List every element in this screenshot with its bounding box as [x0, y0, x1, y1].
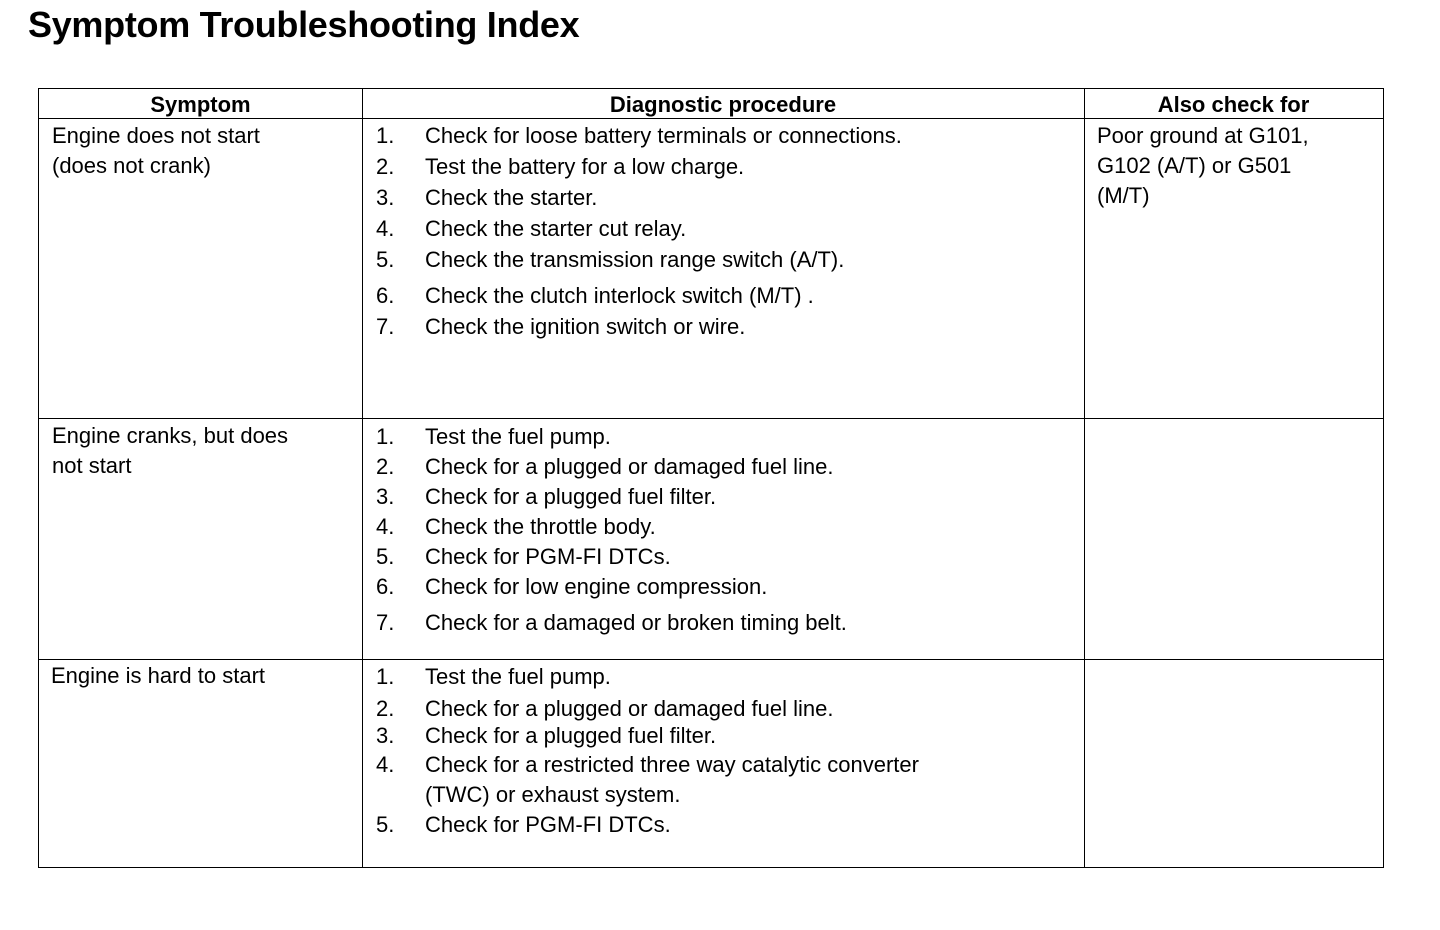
- step-number: 2.: [376, 454, 395, 479]
- step-number: 2.: [376, 696, 395, 721]
- procedure-step: [376, 120, 1076, 151]
- step-text: Check for a damaged or broken timing belt.: [425, 610, 847, 635]
- header-also-check-for: Also check for: [1157, 92, 1310, 117]
- step-number: 5.: [376, 247, 395, 272]
- procedure-step: [376, 311, 1076, 342]
- step-number: 6.: [376, 574, 395, 599]
- step-text: Check for a plugged fuel filter.: [425, 484, 717, 509]
- procedure-step: [376, 692, 1076, 719]
- header-symptom: Symptom: [150, 92, 251, 117]
- procedure-step: [376, 542, 1076, 572]
- symptom-cell: Engine cranks, but does not start: [52, 423, 289, 478]
- step-text: Check the ignition switch or wire.: [425, 314, 746, 339]
- procedure-step: [376, 275, 1076, 311]
- step-number: 1.: [376, 424, 395, 449]
- step-text: Check for a plugged or damaged fuel line.: [425, 454, 834, 479]
- step-number: 1.: [376, 123, 395, 148]
- procedure-step: [376, 452, 1076, 482]
- procedure-step: [376, 482, 1076, 512]
- page-title: Symptom Troubleshooting Index: [28, 4, 580, 45]
- step-text: Check for a restricted three way catalytic converter (TWC) or exhaust system.: [425, 752, 919, 807]
- step-text: Test the battery for a low charge.: [425, 154, 745, 179]
- procedure-step: [376, 422, 1076, 452]
- step-number: 7.: [376, 610, 395, 635]
- symptom-cell: Engine does not start (does not crank): [52, 123, 260, 178]
- header-diagnostic-procedure: Diagnostic procedure: [609, 92, 837, 117]
- procedure-step: [376, 750, 1076, 810]
- step-text: Check for loose battery terminals or connections.: [425, 123, 902, 148]
- procedure-list: [376, 120, 1076, 342]
- step-text: Check the transmission range switch (A/T).: [425, 247, 845, 272]
- step-number: 4.: [376, 514, 395, 539]
- step-text: Check the starter.: [425, 185, 598, 210]
- symptom-cell: Engine is hard to start: [51, 663, 266, 688]
- procedure-step: [376, 810, 1076, 840]
- step-number: 1.: [376, 664, 395, 689]
- procedure-step: [376, 182, 1076, 213]
- procedure-step: [376, 213, 1076, 244]
- step-number: 5.: [376, 544, 395, 569]
- procedure-list: [376, 422, 1076, 635]
- also-check-cell: Poor ground at G101, G102 (A/T) or G501 (M/T): [1097, 123, 1309, 208]
- step-text: Check the starter cut relay.: [425, 216, 687, 241]
- step-number: 3.: [376, 484, 395, 509]
- troubleshooting-table: [38, 88, 1384, 868]
- step-text: Check the clutch interlock switch (M/T) .: [425, 283, 814, 308]
- step-number: 7.: [376, 314, 395, 339]
- step-text: Check the throttle body.: [425, 514, 656, 539]
- procedure-step: [376, 512, 1076, 542]
- step-text: Check for low engine compression.: [425, 574, 768, 599]
- procedure-step: [376, 244, 1076, 275]
- step-number: 2.: [376, 154, 395, 179]
- step-text: Check for a plugged or damaged fuel line.: [425, 696, 834, 721]
- step-number: 4.: [376, 752, 395, 777]
- row-divider-2: [39, 659, 1383, 660]
- step-text: Check for a plugged fuel filter.: [425, 723, 717, 748]
- procedure-step: [376, 572, 1076, 602]
- procedure-step: [376, 602, 1076, 635]
- step-text: Check for PGM-FI DTCs.: [425, 544, 671, 569]
- step-number: 3.: [376, 185, 395, 210]
- step-text: Test the fuel pump.: [425, 424, 611, 449]
- step-text: Test the fuel pump.: [425, 664, 611, 689]
- row-divider-1: [39, 418, 1383, 419]
- step-number: 6.: [376, 283, 395, 308]
- column-divider-procedure: [1084, 89, 1085, 867]
- procedure-step: [376, 151, 1076, 182]
- procedure-step: [376, 662, 1076, 692]
- step-number: 4.: [376, 216, 395, 241]
- step-number: 3.: [376, 723, 395, 748]
- column-divider-symptom: [362, 89, 363, 867]
- procedure-list: [376, 662, 1076, 840]
- step-number: 5.: [376, 812, 395, 837]
- step-text: Check for PGM-FI DTCs.: [425, 812, 671, 837]
